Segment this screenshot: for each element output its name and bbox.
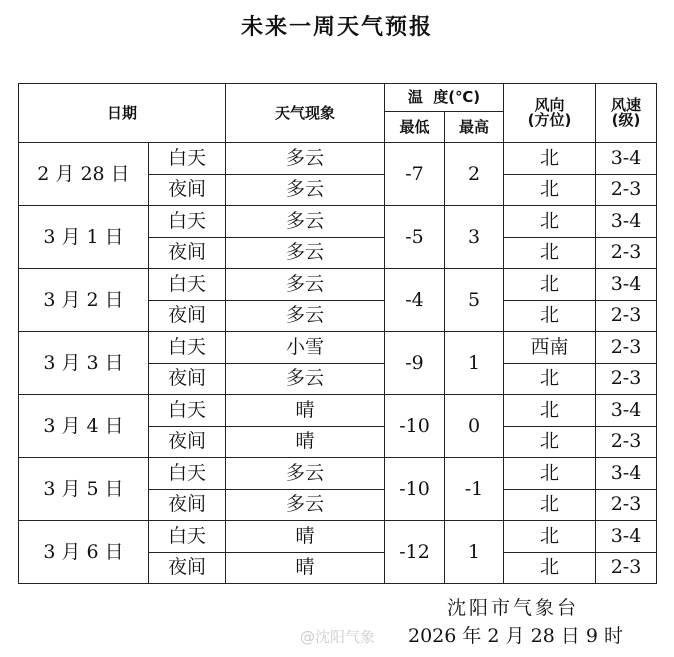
- period-cell: 白天: [149, 395, 226, 427]
- wind-speed-unit: (级): [611, 111, 641, 129]
- period-cell: 夜间: [149, 363, 226, 395]
- min-temp-cell: -10: [385, 458, 445, 521]
- wind-speed-cell: 2-3: [596, 489, 657, 521]
- max-temp-cell: 0: [445, 395, 504, 458]
- weather-cell: 多云: [226, 269, 385, 301]
- wind-speed-cell: 3-4: [596, 206, 657, 238]
- wind-dir-label: 风向: [534, 96, 565, 114]
- wind-speed-cell: 2-3: [596, 552, 657, 584]
- wind-speed-cell: 2-3: [596, 426, 657, 458]
- wind-dir-cell: 北: [504, 300, 596, 332]
- wind-speed-cell: 2-3: [596, 237, 657, 269]
- min-temp-cell: -7: [385, 143, 445, 206]
- wind-speed-cell: 2-3: [596, 174, 657, 206]
- wind-dir-cell: 北: [504, 269, 596, 301]
- max-temp-cell: 1: [445, 332, 504, 395]
- period-cell: 夜间: [149, 552, 226, 584]
- wind-speed-label: 风速: [610, 96, 641, 114]
- max-temp-cell: 1: [445, 521, 504, 584]
- page-title: 未来一周天气预报: [240, 15, 433, 40]
- wind-dir-cell: 北: [504, 521, 596, 553]
- weather-cell: 多云: [226, 363, 385, 395]
- min-temp-cell: -9: [385, 332, 445, 395]
- period-cell: 夜间: [149, 237, 226, 269]
- wind-speed-cell: 3-4: [596, 143, 657, 175]
- min-temp-cell: -4: [385, 269, 445, 332]
- table-row: [19, 395, 657, 427]
- weather-cell: 晴: [226, 552, 385, 584]
- period-cell: 夜间: [149, 489, 226, 521]
- wind-dir-cell: 北: [504, 489, 596, 521]
- weather-cell: 小雪: [226, 332, 385, 364]
- max-temp-cell: 3: [445, 206, 504, 269]
- weather-cell: 多云: [226, 300, 385, 332]
- max-temp-cell: 2: [445, 143, 504, 206]
- wind-speed-cell: 2-3: [596, 363, 657, 395]
- wind-dir-unit: (方位): [527, 111, 572, 129]
- period-cell: 白天: [149, 521, 226, 553]
- date-cell: 3 月 2 日: [19, 269, 149, 332]
- min-temp-cell: -12: [385, 521, 445, 584]
- wind-dir-cell: 北: [504, 206, 596, 238]
- wind-speed-cell: 3-4: [596, 269, 657, 301]
- wind-dir-cell: 北: [504, 458, 596, 490]
- period-cell: 白天: [149, 458, 226, 490]
- table-row: [19, 458, 657, 490]
- period-cell: 白天: [149, 332, 226, 364]
- issue-time: 2026 年 2 月 28 日 9 时: [408, 625, 623, 647]
- header-wind-dir: [504, 84, 596, 143]
- wind-speed-cell: 3-4: [596, 521, 657, 553]
- wind-dir-cell: 北: [504, 174, 596, 206]
- table-row: [19, 269, 657, 301]
- wind-speed-cell: 3-4: [596, 395, 657, 427]
- issuer: 沈阳市气象台: [447, 597, 580, 619]
- wind-dir-cell: 北: [504, 395, 596, 427]
- table-row: [19, 521, 657, 553]
- weather-cell: 多云: [226, 458, 385, 490]
- max-temp-cell: 5: [445, 269, 504, 332]
- wind-dir-cell: 北: [504, 363, 596, 395]
- date-cell: 3 月 4 日: [19, 395, 149, 458]
- min-temp-cell: -10: [385, 395, 445, 458]
- wind-speed-cell: 3-4: [596, 458, 657, 490]
- header-wind-speed: [596, 84, 657, 143]
- wind-speed-cell: 2-3: [596, 300, 657, 332]
- table-row: [19, 143, 657, 175]
- date-cell: 3 月 3 日: [19, 332, 149, 395]
- wind-dir-cell: 西南: [504, 332, 596, 364]
- weather-cell: 多云: [226, 143, 385, 175]
- period-cell: 夜间: [149, 174, 226, 206]
- watermark: @沈阳气象: [300, 628, 376, 646]
- weather-cell: 晴: [226, 426, 385, 458]
- wind-dir-cell: 北: [504, 552, 596, 584]
- period-cell: 夜间: [149, 426, 226, 458]
- header-min: 最低: [385, 112, 445, 143]
- period-cell: 白天: [149, 206, 226, 238]
- weather-cell: 多云: [226, 206, 385, 238]
- weather-cell: 多云: [226, 489, 385, 521]
- date-cell: 3 月 5 日: [19, 458, 149, 521]
- period-cell: 白天: [149, 143, 226, 175]
- wind-dir-cell: 北: [504, 237, 596, 269]
- date-cell: 2 月 28 日: [19, 143, 149, 206]
- date-cell: 3 月 1 日: [19, 206, 149, 269]
- wind-dir-cell: 北: [504, 426, 596, 458]
- period-cell: 白天: [149, 269, 226, 301]
- max-temp-cell: -1: [445, 458, 504, 521]
- forecast-table: [18, 83, 657, 584]
- wind-speed-cell: 2-3: [596, 332, 657, 364]
- weather-cell: 晴: [226, 521, 385, 553]
- header-max: 最高: [445, 112, 504, 143]
- weather-cell: 晴: [226, 395, 385, 427]
- weather-cell: 多云: [226, 237, 385, 269]
- min-temp-cell: -5: [385, 206, 445, 269]
- table-row: [19, 206, 657, 238]
- wind-dir-cell: 北: [504, 143, 596, 175]
- date-cell: 3 月 6 日: [19, 521, 149, 584]
- header-weather: 天气现象: [226, 84, 385, 143]
- weather-cell: 多云: [226, 174, 385, 206]
- header-temp: 温 度(℃): [385, 84, 504, 112]
- header-date: 日期: [19, 84, 226, 143]
- period-cell: 夜间: [149, 300, 226, 332]
- table-row: [19, 332, 657, 364]
